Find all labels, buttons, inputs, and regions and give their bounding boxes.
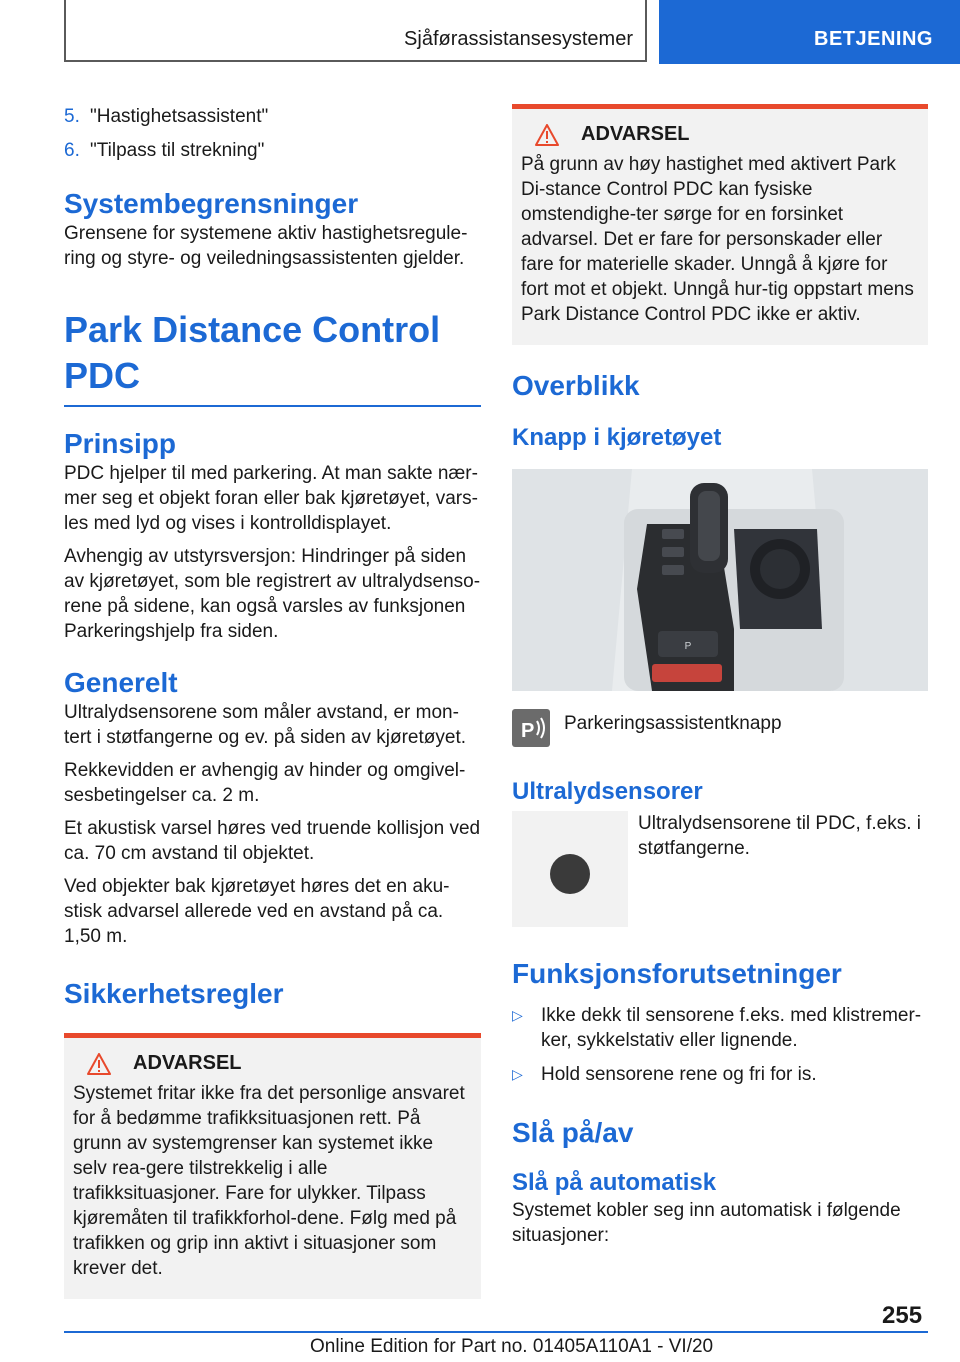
sensor-row <box>512 811 928 927</box>
list-number: 6. <box>64 140 80 161</box>
svg-text:P: P <box>521 720 535 742</box>
systembegrensninger-heading: Systembegrensninger <box>64 188 359 219</box>
caption-text: Parkeringsassistentknapp <box>564 713 782 734</box>
warning-header <box>535 123 919 146</box>
parking-assistant-button-icon <box>512 709 550 747</box>
triangle-bullet-icon: ▷ <box>512 1066 523 1082</box>
list-item <box>64 138 481 163</box>
header-section-box <box>64 0 647 62</box>
page-number: 255 <box>882 1302 923 1329</box>
header-chapter-tab <box>659 0 960 64</box>
bullet-text: Ikke dekk til sensorene f.eks. med klistremer-ker, sykkelstativ eller lignende. <box>541 1005 922 1051</box>
warning-text: Systemet fritar ikke fra det personlige ansvaret for å bedømme trafikksituasjonen rett. På grunn av systemgrenser kan systemet ikke selv rea-gere tilstrekkelig i alle trafikksituasjoner. Fare for ulykker. Tilpass kjøremåten til trafikkforhol-dene. Følg med på trafikken og grip inn aktivt i situasjoner som krever det. <box>73 1083 465 1279</box>
generelt-paragraph: Et akustisk varsel høres ved truende kollisjon ved ca. 70 cm avstand til objektet. <box>64 818 481 864</box>
list-number: 5. <box>64 106 80 127</box>
list-item <box>512 1003 928 1053</box>
slaa-paa-automatisk-text: Systemet kobler seg inn automatisk i følgende situasjoner: <box>512 1200 901 1246</box>
center-console-illustration <box>512 469 928 691</box>
list-text: "Hastighetsassistent" <box>90 106 269 127</box>
ultralydsensorer-heading: Ultralydsensorer <box>512 778 703 805</box>
funksjonsforutsetninger-heading: Funksjonsforutsetninger <box>512 958 842 989</box>
warning-icon <box>535 124 559 146</box>
warning-box <box>512 104 928 345</box>
slaa-paa-automatisk-heading: Slå på automatisk <box>512 1169 717 1196</box>
svg-text:P: P <box>684 641 692 652</box>
generelt-paragraph: Rekkevidden er avhengig av hinder og omgivel-sesbetingelser ca. 2 m. <box>64 760 466 806</box>
list-item <box>64 104 481 129</box>
center-console-photo <box>512 469 928 691</box>
prinsipp-heading: Prinsipp <box>64 428 177 459</box>
page-title: Park Distance Control PDC <box>64 307 481 407</box>
list-text: "Tilpass til strekning" <box>90 140 265 161</box>
systembegrensninger-text: Grensene for systemene aktiv hastighetsregule-ring og styre- og veiledningsassistenten gjelder. <box>64 223 468 269</box>
header-section-title: Sjåførassistansesystemer <box>404 28 633 50</box>
warning-label: ADVARSEL <box>133 1052 242 1074</box>
list-item <box>512 1062 928 1087</box>
prinsipp-paragraph: Avhengig av utstyrsversjon: Hindringer på siden av kjøretøyet, som ble registrert av ultralydsenso-rene på sidene, kan også varsles av funksjonen Parkeringshjelp fra siden. <box>64 546 481 642</box>
warning-box <box>64 1033 481 1299</box>
ultrasonic-sensor-image <box>512 811 628 927</box>
warning-header <box>87 1052 472 1075</box>
warning-label: ADVARSEL <box>581 123 690 145</box>
generelt-paragraph: Ultralydsensorene som måler avstand, er mon-tert i støtfangerne og ev. på siden av kjøretøyet. <box>64 702 466 748</box>
slaa-paa-av-heading: Slå på/av <box>512 1117 634 1148</box>
ultralydsensorer-text: Ultralydsensorene til PDC, f.eks. i støtfangerne. <box>638 813 921 859</box>
overblikk-heading: Overblikk <box>512 370 640 401</box>
generelt-paragraph: Ved objekter bak kjøretøyet høres det en aku-stisk advarsel allerede ved en avstand på ca. 1,50 m. <box>64 876 450 947</box>
photo-caption <box>512 709 928 747</box>
sikkerhetsregler-heading: Sikkerhetsregler <box>64 978 284 1009</box>
warning-text: På grunn av høy hastighet med aktivert Park Di-stance Control PDC kan fysiske omstendighe-ter sørge for en forsinket advarsel. Det er fare for personskader eller fare for materielle skader. Unngå å kjøre for fort mot et objekt. Unngå hur-tig oppstart mens Park Distance Control PDC ikke er aktiv. <box>521 154 914 325</box>
generelt-heading: Generelt <box>64 667 178 698</box>
right-column <box>512 104 928 1248</box>
warning-icon <box>87 1053 111 1075</box>
triangle-bullet-icon: ▷ <box>512 1007 523 1023</box>
footer-rule <box>64 1331 928 1333</box>
left-column <box>64 104 481 1299</box>
sensor-dot <box>550 854 590 894</box>
bullet-text: Hold sensorene rene og fri for is. <box>541 1064 817 1085</box>
prinsipp-paragraph: PDC hjelper til med parkering. At man sakte nær-mer seg et objekt foran eller bak kjøretøyet, vars-les med lyd og vises i kontrolldisplayet. <box>64 463 478 534</box>
knapp-heading: Knapp i kjøretøyet <box>512 424 722 451</box>
footer-edition: Online Edition for Part no. 01405A110A1 - VI/20 <box>310 1336 714 1357</box>
header-chapter-title: BETJENING <box>814 28 933 50</box>
